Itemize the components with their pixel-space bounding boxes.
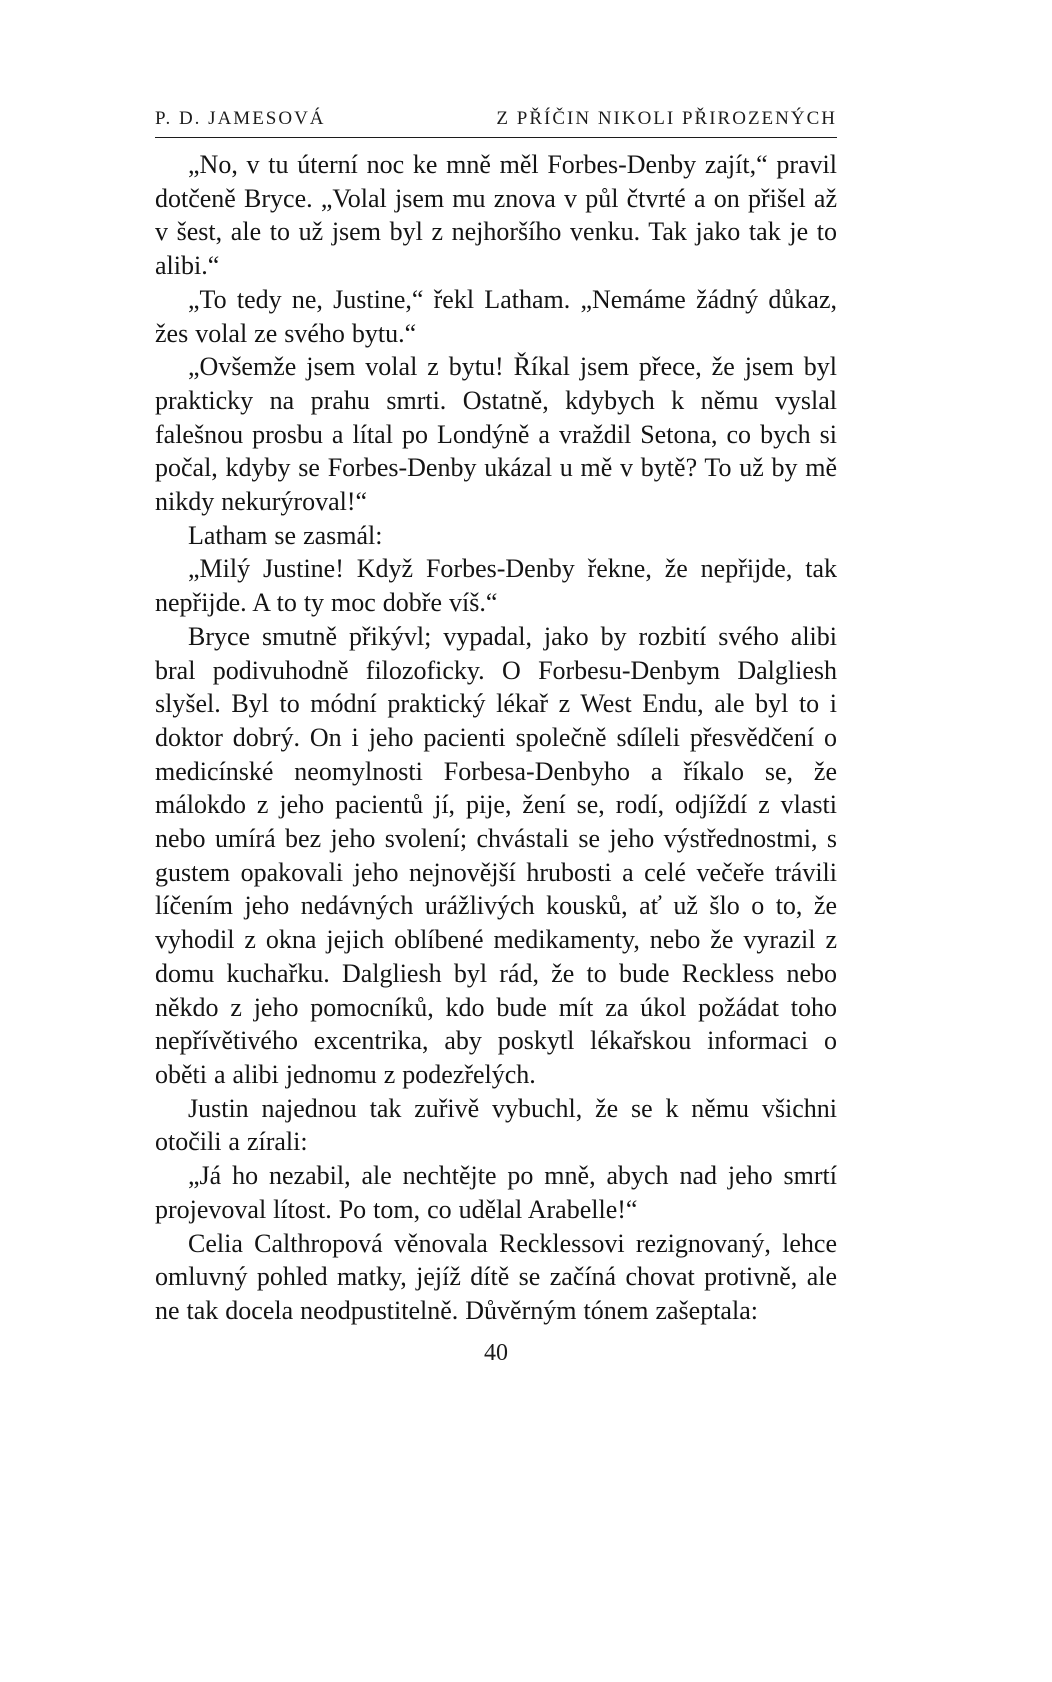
paragraph: Bryce smutně přikývl; vypadal, jako by rozbití svého alibi bral podivuhodně filozoficky. O Forbesu-Denbym Dalgliesh slyšel. Byl to módní praktický lékař z West Endu, ale byl to i doktor dobrý. On i jeho pacienti společně sdíleli přesvědčení o medicínské neomylnosti Forbesa-Denbyho a říkalo se, že málokdo z jeho pacientů jí, pije, žení se, rodí, odjíždí z vlasti nebo umírá bez jeho svolení; chvástali se jeho výstřednostmi, s gustem opakovali jeho nejnovější hrubosti a celé večeře trávili líčením jeho nedávných urážlivých kousků, ať už šlo o to, že vyhodil z okna jejich oblíbené medikamenty, nebo že vyrazil z domu kuchařku. Dalgliesh byl rád, že to bude Reckless nebo někdo z jeho pomocníků, kdo bude mít za úkol požádat toho nepřívětivého excentrika, aby poskytl lékařskou informaci o oběti a alibi jednomu z podezřelých. — [155, 621, 837, 1089]
page-number: 40 — [484, 1340, 508, 1366]
paragraph: Justin najednou tak zuřivě vybuchl, že se k němu všichni otočili a zírali: — [155, 1093, 837, 1157]
paragraph: Latham se zasmál: — [188, 520, 383, 550]
running-head-author: P. D. JAMESOVÁ — [155, 108, 326, 129]
paragraph: „No, v tu úterní noc ke mně měl Forbes-Denby zajít,“ pravil dotčeně Bryce. „Volal jsem mu znova v půl čtvrté a on přišel až v šest, ale to už jsem byl z nejhoršího venku. Tak jako tak je to alibi.“ — [155, 150, 837, 281]
paragraph: „Milý Justine! Když Forbes-Denby řekne, že nepřijde, tak nepřijde. A to ty moc dobře víš.“ — [155, 554, 837, 618]
book-page — [155, 0, 837, 1682]
body-paragraphs — [155, 148, 837, 1328]
paragraph: „Já ho nezabil, ale nechtějte po mně, abych nad jeho smrtí projevoval lítost. Po tom, co udělal Arabelle!“ — [155, 1161, 837, 1224]
paragraph: Celia Calthropová věnovala Recklessovi rezignovaný, lehce omluvný pohled matky, jejíž dítě se začíná chovat protivně, ale ne tak docela neodpustitelně. Důvěrným tónem zašeptala: — [155, 1228, 837, 1325]
paragraph: „Ovšemže jsem volal z bytu! Říkal jsem přece, že jsem byl prakticky na prahu smrti. Ostatně, kdybych k němu vyslal falešnou prosbu a lítal po Londýně a vraždil Setona, co bych si počal, kdyby se Forbes-Denby ukázal u mě v bytě? To už by mě nikdy nekurýroval!“ — [155, 352, 837, 517]
header-rule — [155, 137, 837, 138]
paragraph: „To tedy ne, Justine,“ řekl Latham. „Nemáme žádný důkaz, žes volal ze svého bytu.“ — [155, 284, 837, 348]
running-head — [155, 108, 837, 130]
running-head-title: Z PŘÍČIN NIKOLI PŘIROZENÝCH — [496, 108, 837, 129]
